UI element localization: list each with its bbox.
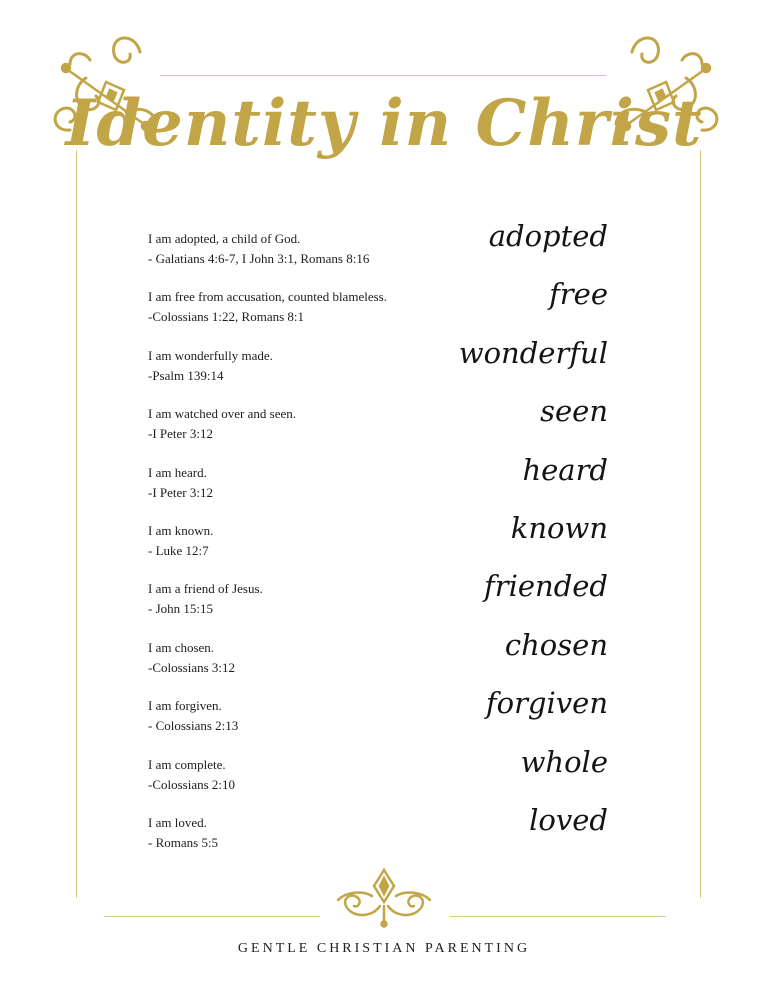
entry-reference: -I Peter 3:12 bbox=[148, 484, 213, 500]
entry-statement: I am chosen. bbox=[148, 639, 215, 655]
entry-reference: - John 15:15 bbox=[148, 601, 213, 617]
entry-statement: I am adopted, a child of God. bbox=[148, 231, 301, 246]
entry-reference: -Colossians 1:22, Romans 8:1 bbox=[148, 309, 305, 325]
entry-reference: - Galatians 4:6-7, I John 3:1, Romans 8:16 bbox=[148, 251, 370, 266]
list-item bbox=[148, 686, 628, 747]
list-item bbox=[148, 335, 628, 397]
entry-statement: I am free from accusation, counted blameless. bbox=[148, 289, 387, 305]
entry-keyword: chosen bbox=[504, 627, 608, 662]
list-item bbox=[148, 452, 628, 514]
entry-keyword: seen bbox=[540, 394, 608, 429]
entry-statement: I am known. bbox=[148, 522, 214, 538]
entry-keyword: heard bbox=[522, 452, 608, 487]
entry-statement: I am forgiven. bbox=[148, 698, 222, 714]
entry-keyword: loved bbox=[529, 802, 608, 837]
entry-keyword: adopted bbox=[488, 219, 608, 253]
top-frame-line bbox=[160, 75, 606, 76]
entry-statement: I am loved. bbox=[148, 814, 207, 830]
identity-list bbox=[148, 219, 628, 864]
entry-statement: I am watched over and seen. bbox=[148, 406, 296, 422]
entry-keyword: friended bbox=[483, 569, 608, 604]
entry-statement: I am wonderfully made. bbox=[148, 347, 273, 363]
entry-keyword: whole bbox=[520, 744, 608, 779]
footer-brand: GENTLE CHRISTIAN PARENTING bbox=[237, 941, 531, 956]
entry-keyword: wonderful bbox=[458, 335, 608, 370]
entry-reference: - Romans 5:5 bbox=[148, 834, 219, 850]
right-frame-line bbox=[700, 150, 701, 898]
left-frame-line bbox=[76, 150, 77, 898]
entry-keyword: known bbox=[510, 510, 608, 545]
entry-statement: I am heard. bbox=[148, 464, 207, 480]
list-item bbox=[148, 219, 628, 280]
list-item bbox=[148, 510, 628, 572]
list-item bbox=[148, 569, 628, 630]
entry-statement: I am complete. bbox=[148, 756, 226, 772]
list-item bbox=[148, 394, 628, 455]
entry-keyword: forgiven bbox=[485, 686, 608, 721]
bottom-frame-line-right bbox=[450, 916, 666, 917]
list-item bbox=[148, 802, 628, 864]
list-item bbox=[148, 277, 628, 338]
entry-reference: - Colossians 2:13 bbox=[148, 718, 239, 734]
entry-reference: -Colossians 2:10 bbox=[148, 776, 236, 792]
entry-keyword: free bbox=[549, 277, 608, 312]
list-item bbox=[148, 627, 628, 689]
entry-reference: - Luke 12:7 bbox=[148, 542, 209, 558]
entry-statement: I am a friend of Jesus. bbox=[148, 581, 263, 597]
list-item bbox=[148, 744, 628, 806]
entry-reference: -Psalm 139:14 bbox=[148, 367, 224, 383]
page-title: Identity in Christ bbox=[65, 86, 703, 161]
entry-reference: -Colossians 3:12 bbox=[148, 659, 236, 675]
entry-reference: -I Peter 3:12 bbox=[148, 426, 213, 442]
bottom-frame-line-left bbox=[104, 916, 320, 917]
flourish-ornament-bottom-center bbox=[332, 866, 436, 928]
